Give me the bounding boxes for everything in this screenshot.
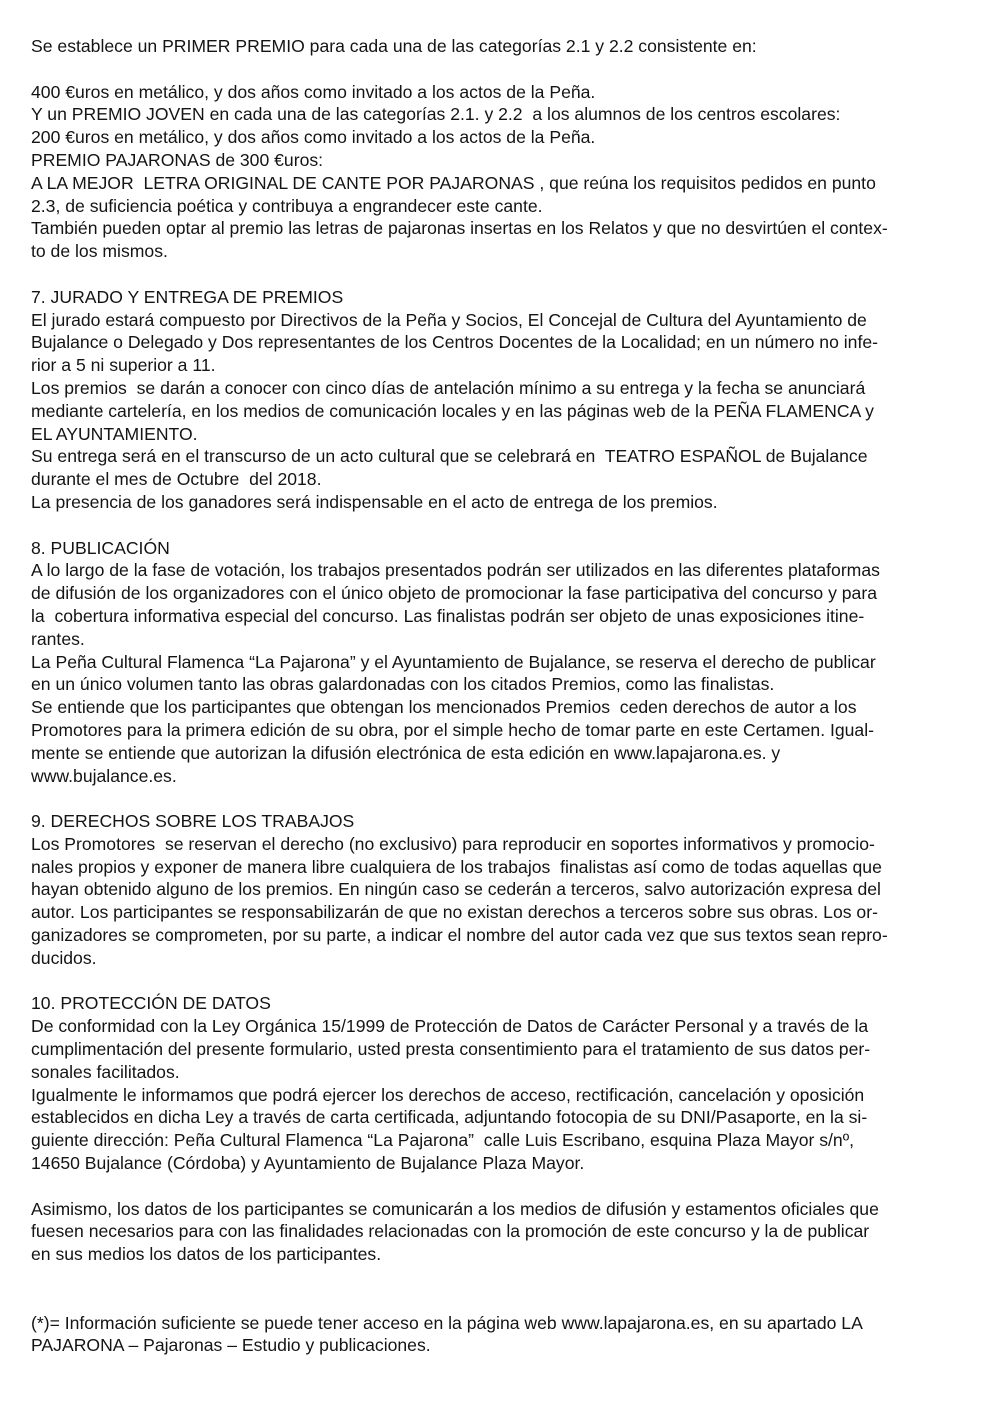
text-line: PREMIO PAJARONAS de 300 €uros: xyxy=(31,149,324,170)
text-line: ganizadores se comprometen, por su parte, a indicar el nombre del autor cada vez que sus textos sean repro- xyxy=(31,925,888,946)
text-line: Bujalance o Delegado y Dos representantes de los Centros Docentes de la Localidad; en un número no infe- xyxy=(31,332,878,353)
text-line: Su entrega será en el transcurso de un acto cultural que se celebrará en TEATRO ESPAÑOL de Bujalance xyxy=(31,446,868,467)
text-line: 14650 Bujalance (Córdoba) y Ayuntamiento de Bujalance Plaza Mayor. xyxy=(31,1153,585,1174)
section-heading: 10. PROTECCIÓN DE DATOS xyxy=(31,993,271,1014)
section-10-proteccion-datos xyxy=(31,992,961,1174)
section-heading: 7. JURADO Y ENTREGA DE PREMIOS xyxy=(31,286,344,307)
blank-line xyxy=(31,514,961,537)
section-heading: 9. DERECHOS SOBRE LOS TRABAJOS xyxy=(31,811,355,832)
text-line: rantes. xyxy=(31,628,85,649)
text-line: El jurado estará compuesto por Directivos de la Peña y Socios, El Concejal de Cultura del Ayuntamiento de xyxy=(31,309,867,330)
text-line: 2.3, de suficiencia poética y contribuya a engrandecer este cante. xyxy=(31,195,543,216)
text-line: Los premios se darán a conocer con cinco días de antelación mínimo a su entrega y la fecha se anunciará xyxy=(31,377,866,398)
text-line: hayan obtenido alguno de los premios. En ningún caso se cederán a terceros, salvo autorización expresa del xyxy=(31,879,881,900)
text-line: Y un PREMIO JOVEN en cada una de las categorías 2.1. y 2.2 a los alumnos de los centros escolares: xyxy=(31,104,841,125)
prizes-paragraph xyxy=(31,81,961,263)
text-line: La presencia de los ganadores será indispensable en el acto de entrega de los premios. xyxy=(31,491,718,512)
text-line: autor. Los participantes se responsabilizarán de que no existan derechos a terceros sobre sus obras. Los or- xyxy=(31,902,878,923)
blank-line xyxy=(31,58,961,81)
blank-line xyxy=(31,1175,961,1198)
text-line: mente se entiende que autorizan la difusión electrónica de esta edición en www.lapajarona.es. y xyxy=(31,742,781,763)
text-line: to de los mismos. xyxy=(31,241,168,262)
text-line: cumplimentación del presente formulario, usted presta consentimiento para el tratamiento de sus datos per- xyxy=(31,1039,871,1060)
text-line: ducidos. xyxy=(31,947,97,968)
section-7-jurado xyxy=(31,286,961,514)
text-line: establecidos en dicha Ley a través de carta certificada, adjuntando fotocopia de su DNI/Pasaporte, en la si- xyxy=(31,1107,868,1128)
text-line: Promotores para la primera edición de su obra, por el simple hecho de tomar parte en este Certamen. Igual- xyxy=(31,719,874,740)
text-line: Se establece un PRIMER PREMIO para cada una de las categorías 2.1 y 2.2 consistente en: xyxy=(31,36,757,56)
blank-line xyxy=(31,787,961,810)
text-line: La Peña Cultural Flamenca “La Pajarona” y el Ayuntamiento de Bujalance, se reserva el derecho de publicar xyxy=(31,651,876,672)
text-line: Los Promotores se reservan el derecho (no exclusivo) para reproducir en soportes informativos y promocio- xyxy=(31,833,875,854)
asimismo-paragraph xyxy=(31,1198,961,1266)
text-line: PAJARONA – Pajaronas – Estudio y publicaciones. xyxy=(31,1335,431,1356)
text-line: en un único volumen tanto las obras galardonadas con los citados Premios, como las finalistas. xyxy=(31,674,775,695)
document-page xyxy=(31,35,961,1357)
text-line: de difusión de los organizadores con el único objeto de promocionar la fase participativa del concurso y para xyxy=(31,583,877,604)
text-line: la cobertura informativa especial del concurso. Las finalistas podrán ser objeto de unas exposiciones itine- xyxy=(31,605,865,626)
text-line: Asimismo, los datos de los participantes se comunicarán a los medios de difusión y estamentos oficiales que xyxy=(31,1198,879,1219)
blank-line xyxy=(31,263,961,286)
text-line: También pueden optar al premio las letras de pajaronas insertas en los Relatos y que no desvirtúen el contex- xyxy=(31,218,888,239)
section-9-derechos xyxy=(31,810,961,970)
text-line: 200 €uros en metálico, y dos años como invitado a los actos de la Peña. xyxy=(31,127,596,148)
text-line: durante el mes de Octubre del 2018. xyxy=(31,469,322,490)
text-line: sonales facilitados. xyxy=(31,1061,180,1082)
intro-paragraph xyxy=(31,35,961,58)
blank-line xyxy=(31,970,961,993)
text-line: 400 €uros en metálico, y dos años como invitado a los actos de la Peña. xyxy=(31,81,596,102)
section-8-publicacion xyxy=(31,537,961,788)
text-line: Se entiende que los participantes que obtengan los mencionados Premios ceden derechos de autor a los xyxy=(31,697,857,718)
text-line: (*)= Información suficiente se puede tener acceso en la página web www.lapajarona.es, en su apartado LA xyxy=(31,1312,863,1333)
text-line: en sus medios los datos de los participantes. xyxy=(31,1244,382,1265)
text-line: nales propios y exponer de manera libre cualquiera de los trabajos finalistas así como de todas aquellas que xyxy=(31,856,882,877)
text-line: mediante cartelería, en los medios de comunicación locales y en las páginas web de la PEÑA FLAMENCA y xyxy=(31,400,874,421)
text-line: rior a 5 ni superior a 11. xyxy=(31,355,216,376)
text-line: EL AYUNTAMIENTO. xyxy=(31,423,198,444)
text-line: Igualmente le informamos que podrá ejercer los derechos de acceso, rectificación, cancelación y oposición xyxy=(31,1084,865,1105)
text-line: guiente dirección: Peña Cultural Flamenca “La Pajarona” calle Luis Escribano, esquina Plaza Mayor s/nº, xyxy=(31,1130,855,1151)
text-line: A lo largo de la fase de votación, los trabajos presentados podrán ser utilizados en las diferentes plataformas xyxy=(31,560,880,581)
section-heading: 8. PUBLICACIÓN xyxy=(31,537,170,558)
text-line: www.bujalance.es. xyxy=(31,765,177,786)
footnote xyxy=(31,1312,961,1358)
text-line: De conformidad con la Ley Orgánica 15/1999 de Protección de Datos de Carácter Personal y a través de la xyxy=(31,1016,869,1037)
text-line: fuesen necesarios para con las finalidades relacionadas con la promoción de este concurso y la de publicar xyxy=(31,1221,870,1242)
text-line: A LA MEJOR LETRA ORIGINAL DE CANTE POR PAJARONAS , que reúna los requisitos pedidos en punto xyxy=(31,172,876,193)
blank-line xyxy=(31,1266,961,1312)
